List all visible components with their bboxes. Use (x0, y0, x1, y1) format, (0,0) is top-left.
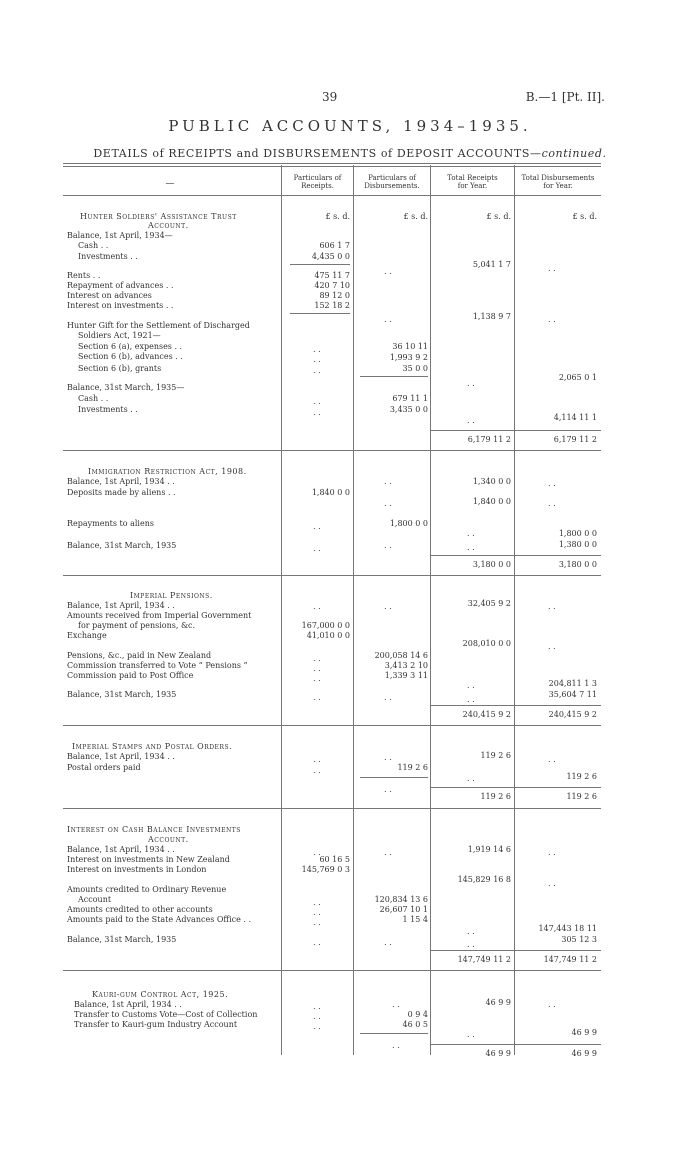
section-heading: Imperial Pensions. (130, 591, 213, 600)
section-end-rule (63, 725, 601, 726)
row-label: Interest on investments in New Zealand (67, 855, 230, 864)
table-top-rule (63, 163, 601, 167)
empty-dots: . . (548, 602, 556, 611)
total-disbursement-value: 1,800 0 0 (558, 529, 597, 538)
empty-dots: . . (548, 479, 556, 488)
section-total-disbursements: 119 2 6 (566, 792, 597, 801)
empty-dots: . . (313, 755, 321, 764)
row-label: Pensions, &c., paid in New Zealand (67, 651, 212, 660)
empty-dots: . . (313, 522, 321, 531)
empty-dots: . . (548, 642, 556, 651)
row-label: Commission paid to Post Office (67, 671, 194, 680)
row-label: Balance, 1st April, 1934 . . (67, 601, 175, 610)
section-heading: Imperial Stamps and Postal Orders. (72, 742, 233, 751)
total-receipt-value: 46 9 9 (485, 998, 511, 1007)
empty-dots: . . (313, 1012, 321, 1021)
total-rule (431, 950, 601, 951)
total-receipt-value: 208,010 0 0 (462, 639, 511, 648)
disbursement-value: 3,435 0 0 (389, 405, 428, 414)
disbursement-value: 36 10 11 (392, 342, 428, 351)
empty-dots: . . (548, 879, 556, 888)
currency-units: £ s. d. (572, 212, 597, 221)
empty-dots: . . (313, 355, 321, 364)
empty-dots: . . (548, 755, 556, 764)
empty-dots: . . (467, 927, 475, 936)
section-heading: Account. (148, 835, 189, 844)
empty-dots: . . (384, 785, 392, 794)
empty-dots: . . (313, 654, 321, 663)
disbursement-value: 1,339 3 11 (384, 671, 428, 680)
total-receipt-value: 1,138 9 7 (472, 312, 511, 321)
row-label: Investments . . (78, 405, 138, 414)
section-total-disbursements: 3,180 0 0 (558, 560, 597, 569)
row-label: Balance, 1st April, 1934 . . (67, 845, 175, 854)
empty-dots: . . (467, 774, 475, 783)
total-rule (431, 430, 601, 431)
empty-dots: . . (313, 693, 321, 702)
empty-dots: . . (313, 1022, 321, 1031)
row-label: Section 6 (b), grants (78, 364, 162, 373)
empty-dots: . . (313, 848, 321, 857)
row-label: Hunter Gift for the Settlement of Discharged (67, 321, 250, 330)
header-label: — (165, 179, 175, 189)
empty-dots: . . (313, 938, 321, 947)
disbursement-value: 679 11 1 (392, 394, 428, 403)
empty-dots: . . (384, 477, 392, 486)
row-label: Soldiers Act, 1921— (78, 331, 161, 340)
total-rule (431, 705, 601, 706)
disbursement-value: 120,834 13 6 (374, 895, 428, 904)
disbursement-value: 1,800 0 0 (389, 519, 428, 528)
header-disbursements: Particulars of Disbursements. (364, 174, 420, 190)
empty-dots: . . (467, 529, 475, 538)
row-label: Exchange (67, 631, 107, 640)
disbursement-value: 46 0 5 (402, 1020, 428, 1029)
section-total-disbursements: 46 9 9 (571, 1049, 597, 1058)
subtotal-rule (290, 313, 350, 314)
currency-units: £ s. d. (486, 212, 511, 221)
header-rule (63, 195, 601, 196)
total-receipt-value: 145,829 16 8 (457, 875, 511, 884)
empty-dots: . . (384, 693, 392, 702)
disbursement-value: 1 15 4 (402, 915, 428, 924)
page-title: PUBLIC ACCOUNTS, 1934–1935. (168, 117, 532, 135)
row-label: Repayments to aliens (67, 519, 154, 528)
receipt-value: 4,435 0 0 (311, 252, 350, 261)
empty-dots: . . (384, 541, 392, 550)
empty-dots: . . (313, 898, 321, 907)
row-label: Rents . . (67, 271, 101, 280)
total-disbursement-value: 119 2 6 (566, 772, 597, 781)
total-rule (431, 1044, 601, 1045)
total-disbursement-value: 204,811 1 3 (548, 679, 597, 688)
row-label: Commission transferred to Vote “ Pensions ” (67, 661, 248, 670)
header-receipts: Particulars of Receipts. (293, 174, 342, 190)
row-label: Balance, 1st April, 1934 . . (74, 1000, 182, 1009)
row-label: Balance, 1st April, 1934 . . (67, 752, 175, 761)
empty-dots: . . (313, 908, 321, 917)
row-label: Balance, 1st April, 1934 . . (67, 477, 175, 486)
row-label: Cash . . (78, 241, 109, 250)
empty-dots: . . (384, 315, 392, 324)
empty-dots: . . (313, 602, 321, 611)
total-disbursement-value: 2,065 0 1 (558, 373, 597, 382)
section-heading: Kauri-gum Control Act, 1925. (92, 990, 229, 999)
empty-dots: . . (313, 664, 321, 673)
total-receipt-value: 119 2 6 (480, 751, 511, 760)
total-disbursement-value: 147,443 18 11 (538, 924, 597, 933)
empty-dots: . . (384, 499, 392, 508)
section-heading: Account. (148, 221, 189, 230)
empty-dots: . . (548, 499, 556, 508)
section-end-rule (63, 970, 601, 971)
empty-dots: . . (313, 366, 321, 375)
receipt-value: 89 12 0 (319, 291, 350, 300)
section-heading: Immigration Restriction Act, 1908. (88, 467, 247, 476)
row-label: Investments . . (78, 252, 138, 261)
row-label: Balance, 31st March, 1935 (67, 690, 177, 699)
empty-dots: . . (467, 543, 475, 552)
total-disbursement-value: 35,604 7 11 (548, 690, 597, 699)
receipt-value: 41,010 0 0 (306, 631, 350, 640)
empty-dots: . . (384, 848, 392, 857)
empty-dots: . . (467, 681, 475, 690)
row-label: Balance, 1st April, 1934— (67, 231, 173, 240)
page-subtitle: DETAILS of RECEIPTS and DISBURSEMENTS of DEPOSIT ACCOUNTS—continued. (93, 147, 607, 160)
section-total-disbursements: 240,415 9 2 (548, 710, 597, 719)
total-disbursement-value: 46 9 9 (571, 1028, 597, 1037)
disbursement-value: 3,413 2 10 (384, 661, 428, 670)
receipt-value: 606 1 7 (319, 241, 350, 250)
empty-dots: . . (467, 1030, 475, 1039)
receipt-value: 152 18 2 (314, 301, 350, 310)
header-total-receipts: Total Receipts for Year. (447, 174, 498, 190)
row-label: Postal orders paid (67, 763, 141, 772)
row-label: Interest on advances (67, 291, 152, 300)
section-end-rule (63, 450, 601, 451)
empty-dots: . . (313, 345, 321, 354)
page-number: 39 (322, 90, 338, 104)
total-rule (431, 787, 601, 788)
row-label: Deposits made by aliens . . (67, 488, 176, 497)
total-rule (431, 555, 601, 556)
column-rule (514, 165, 515, 1055)
disbursement-value: 119 2 6 (397, 763, 428, 772)
receipt-value: 167,000 0 0 (301, 621, 350, 630)
row-label: Interest on investments . . (67, 301, 174, 310)
section-total-receipts: 240,415 9 2 (462, 710, 511, 719)
empty-dots: . . (313, 408, 321, 417)
row-label: Transfer to Kauri-gum Industry Account (74, 1020, 238, 1029)
row-label: Amounts received from Imperial Government (67, 611, 252, 620)
header-total-disbursements: Total Disbursements for Year. (521, 174, 595, 190)
section-total-receipts: 3,180 0 0 (472, 560, 511, 569)
row-label: Balance, 31st March, 1935 (67, 541, 177, 550)
currency-units: £ s. d. (325, 212, 350, 221)
empty-dots: . . (548, 264, 556, 273)
row-label: Cash . . (78, 394, 109, 403)
row-label: Repayment of advances . . (67, 281, 174, 290)
total-receipt-value: 5,041 1 7 (472, 260, 511, 269)
receipt-value: 1,840 0 0 (311, 488, 350, 497)
empty-dots: . . (384, 938, 392, 947)
total-disbursement-value: 1,380 0 0 (558, 540, 597, 549)
section-total-receipts: 46 9 9 (485, 1049, 511, 1058)
empty-dots: . . (384, 602, 392, 611)
subtotal-rule (290, 264, 350, 265)
receipt-value: 145,769 0 3 (301, 865, 350, 874)
row-label: for payment of pensions, &c. (78, 621, 196, 630)
receipt-value: 420 7 10 (314, 281, 350, 290)
empty-dots: . . (384, 267, 392, 276)
row-label: Amounts credited to Ordinary Revenue (67, 885, 227, 894)
empty-dots: . . (392, 1041, 400, 1050)
total-receipt-value: 1,840 0 0 (472, 497, 511, 506)
column-rule (430, 165, 431, 1055)
row-label: Balance, 31st March, 1935— (67, 383, 185, 392)
section-heading: Hunter Soldiers' Assistance Trust (80, 212, 237, 221)
row-label: Section 6 (b), advances . . (78, 352, 183, 361)
disbursement-value: 35 0 0 (402, 364, 428, 373)
empty-dots: . . (313, 397, 321, 406)
receipt-value: 60 16 5 (319, 855, 350, 864)
total-disbursement-value: 4,114 11 1 (553, 413, 597, 422)
section-total-disbursements: 147,749 11 2 (543, 955, 597, 964)
disbursement-value: 1,993 9 2 (389, 353, 428, 362)
disbursement-value: 26,607 10 1 (379, 905, 428, 914)
section-total-receipts: 6,179 11 2 (467, 435, 511, 444)
empty-dots: . . (467, 416, 475, 425)
empty-dots: . . (313, 918, 321, 927)
subtotal-rule (360, 376, 428, 377)
section-end-rule (63, 575, 601, 576)
section-total-disbursements: 6,179 11 2 (553, 435, 597, 444)
row-label: Amounts credited to other accounts (67, 905, 213, 914)
section-total-receipts: 119 2 6 (480, 792, 511, 801)
empty-dots: . . (548, 315, 556, 324)
total-receipt-value: 1,919 14 6 (467, 845, 511, 854)
receipt-value: 475 11 7 (314, 271, 350, 280)
total-receipt-value: 1,340 0 0 (472, 477, 511, 486)
empty-dots: . . (313, 674, 321, 683)
empty-dots: . . (384, 753, 392, 762)
row-label: Balance, 31st March, 1935 (67, 935, 177, 944)
empty-dots: . . (313, 544, 321, 553)
currency-units: £ s. d. (403, 212, 428, 221)
empty-dots: . . (548, 1000, 556, 1009)
empty-dots: . . (548, 848, 556, 857)
section-end-rule (63, 808, 601, 809)
subtotal-rule (360, 777, 428, 778)
disbursement-value: 200,058 14 6 (374, 651, 428, 660)
empty-dots: . . (313, 766, 321, 775)
row-label: Amounts paid to the State Advances Office . . (67, 915, 252, 924)
row-label: Section 6 (a), expenses . . (78, 342, 183, 351)
empty-dots: . . (313, 1002, 321, 1011)
subtotal-rule (360, 1033, 428, 1034)
empty-dots: . . (467, 695, 475, 704)
section-total-receipts: 147,749 11 2 (457, 955, 511, 964)
section-heading: Interest on Cash Balance Investments (67, 825, 241, 834)
row-label: Interest on investments in London (67, 865, 207, 874)
empty-dots: . . (467, 379, 475, 388)
total-receipt-value: 32,405 9 2 (467, 599, 511, 608)
empty-dots: . . (392, 1000, 400, 1009)
row-label: Transfer to Customs Vote—Cost of Collection (74, 1010, 258, 1019)
total-disbursement-value: 305 12 3 (561, 935, 597, 944)
disbursement-value: 0 9 4 (407, 1010, 428, 1019)
row-label: Account (78, 895, 112, 904)
page-reference: B.—1 [Pt. II]. (525, 90, 605, 104)
empty-dots: . . (467, 940, 475, 949)
